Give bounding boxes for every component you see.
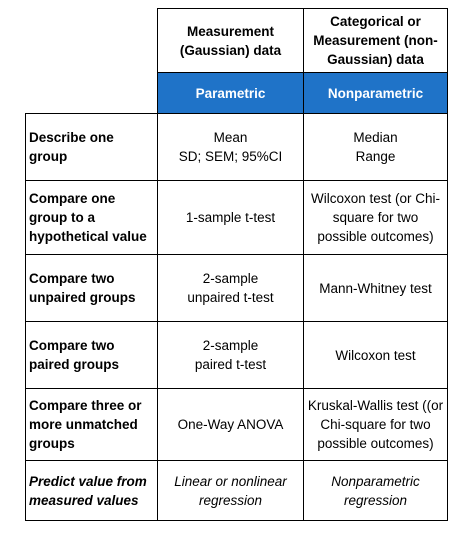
cell-line: Wilcoxon test [335,347,416,363]
band-nonparametric: Nonparametric [304,73,448,114]
row-label-line: unpaired groups [29,290,136,305]
corner-blank-cell [26,9,158,73]
band-blank-cell [26,73,158,114]
row-label-line: hypothetical value [29,229,147,244]
cell-line: Median [353,130,398,145]
cell-line: Range [355,149,396,164]
row-label [26,389,158,461]
table-row [26,114,448,181]
row-label-line: paired groups [29,357,120,372]
row-label-line: Compare two [29,338,115,353]
table-row [26,461,448,521]
row-label-line: group to a [29,210,95,225]
cell-line: Mann-Whitney test [319,280,432,296]
header-row [26,9,448,73]
cell-line: Mean [213,130,248,145]
header-line: Categorical or [330,14,421,29]
row-label-line: groups [29,436,75,451]
cell-line: 2-sample [202,271,259,286]
row-label-line: more unmatched [29,417,138,432]
cell-line: Nonparametric [331,473,420,489]
header-nonparametric-data [304,9,448,73]
cell-line: square for two [332,210,419,225]
nonparametric-cell [304,181,448,255]
table-row [26,322,448,389]
cell-line: SD; SEM; 95%CI [178,149,283,164]
cell-line: One-Way ANOVA [177,417,284,432]
row-label-line: Compare one [29,191,116,206]
row-label [26,322,158,389]
table-row [26,255,448,322]
nonparametric-cell [304,461,448,521]
band-parametric: Parametric [158,73,304,114]
header-line: Measurement (non- [313,33,438,48]
cell-line: 2-sample [202,338,259,353]
cell-line: Wilcoxon test (or Chi- [310,191,441,206]
cell-line: regression [198,492,263,508]
cell-line: Linear or nonlinear [174,473,287,489]
parametric-cell [158,255,304,322]
cell-line: Kruskal-Wallis test ((or [307,398,444,413]
parametric-cell [158,389,304,461]
row-label [26,114,158,181]
parametric-cell [158,322,304,389]
cell-line: paired t-test [194,357,267,372]
cell-line: possible outcomes) [317,229,434,244]
cell-line: 1-sample t-test [185,210,276,225]
row-label-line: measured values [29,492,139,508]
parametric-cell [158,461,304,521]
row-label [26,255,158,322]
parametric-cell [158,114,304,181]
row-label [26,181,158,255]
table-row [26,389,448,461]
cell-line: Chi-square for two [320,417,431,432]
parametric-cell [158,181,304,255]
cell-line: unpaired t-test [187,290,274,305]
cell-line: regression [343,492,408,508]
nonparametric-cell [304,255,448,322]
header-line: Gaussian) data [327,52,424,67]
nonparametric-cell [304,322,448,389]
header-line: Measurement [186,23,275,39]
header-line: (Gaussian) data [179,42,282,58]
band-row [26,73,448,114]
row-label-line: Predict value from [29,473,147,489]
header-parametric-data [158,9,304,73]
row-label-line: Compare two [29,271,115,286]
statistical-tests-table [25,8,448,521]
nonparametric-cell [304,389,448,461]
row-label-line: Compare three or [29,398,142,413]
row-label-line: Describe one group [29,130,114,164]
cell-line: possible outcomes) [317,436,434,451]
nonparametric-cell [304,114,448,181]
row-label [26,461,158,521]
table-row [26,181,448,255]
